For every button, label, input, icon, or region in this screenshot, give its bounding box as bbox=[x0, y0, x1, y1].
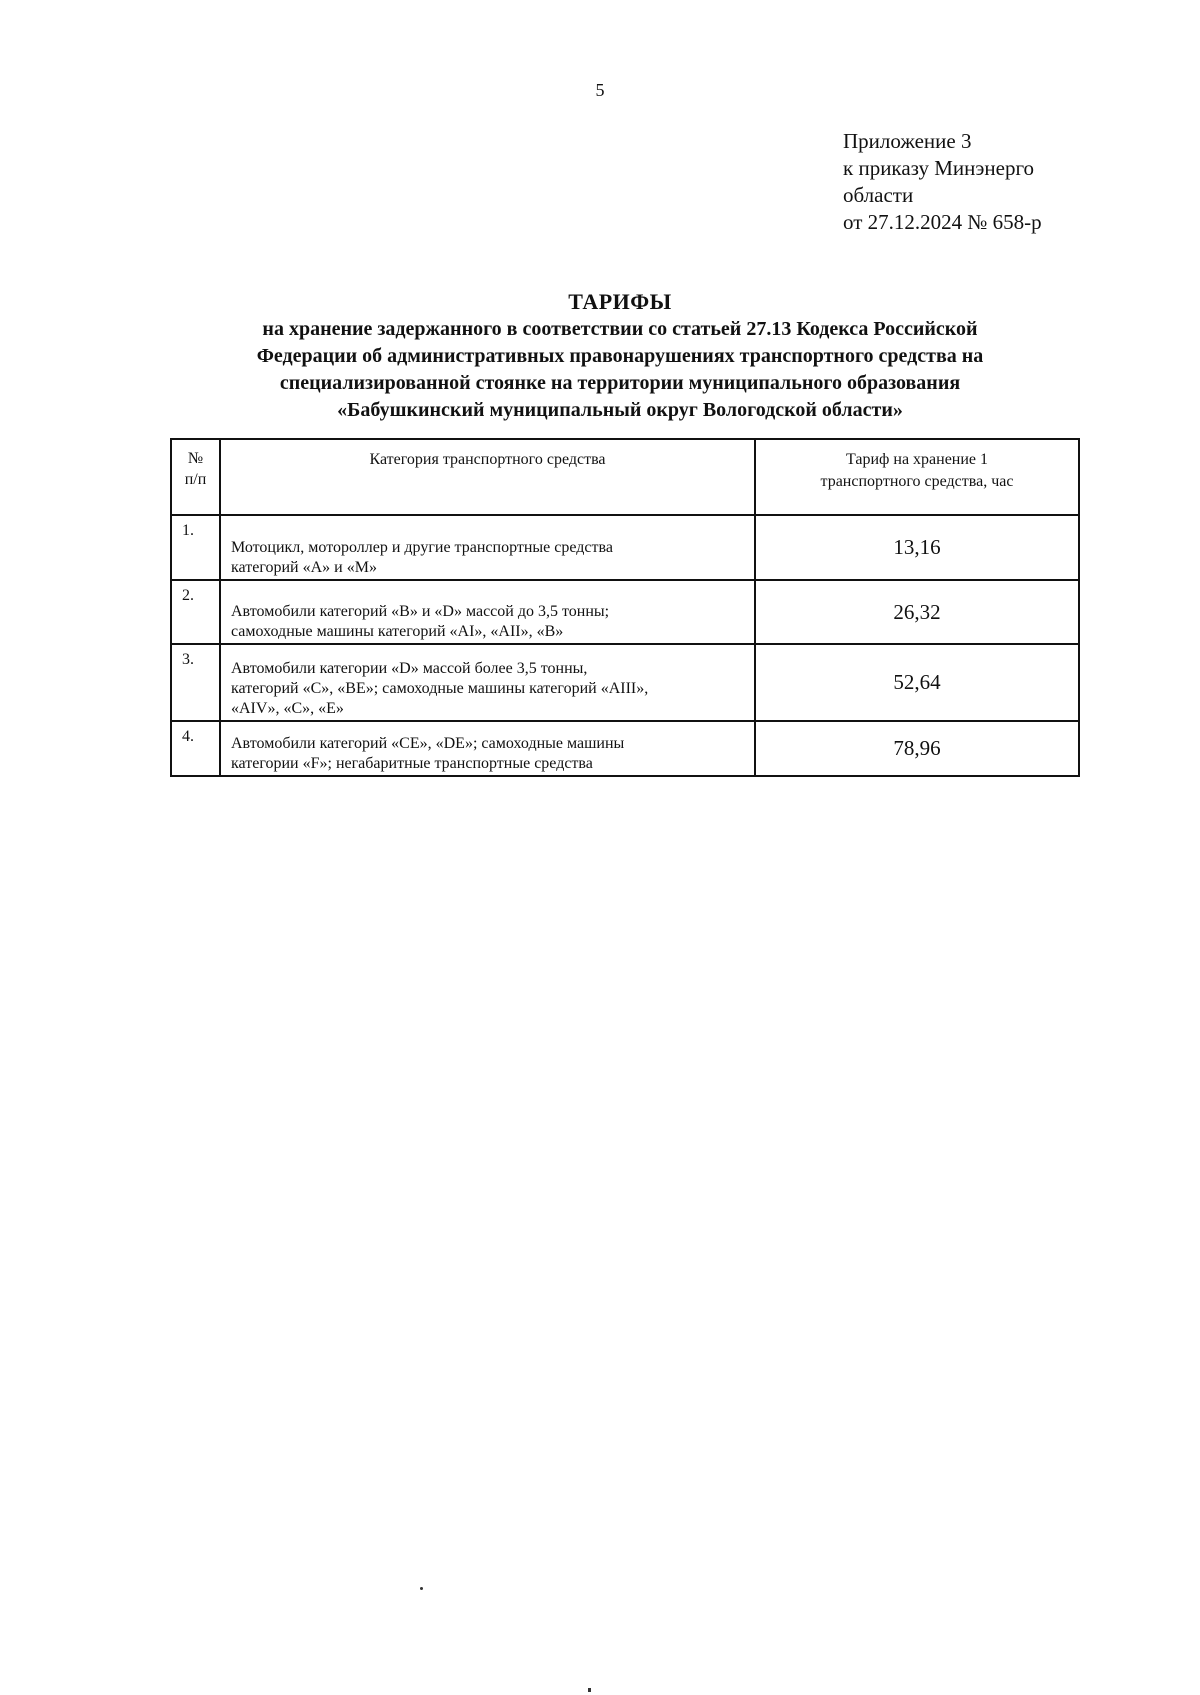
table-row bbox=[171, 644, 1079, 721]
document-title: ТАРИФЫ bbox=[568, 289, 672, 314]
document-subtitle-line: Федерации об административных правонарушениях транспортного средства на bbox=[256, 345, 984, 367]
category-line: Автомобили категории «D» массой более 3,5 тонны, bbox=[231, 660, 588, 677]
category-line: самоходные машины категорий «АI», «АII», «В» bbox=[231, 623, 564, 640]
category-line: категории «F»; негабаритные транспортные средства bbox=[231, 755, 593, 772]
row-rate: 78,96 bbox=[755, 721, 1079, 776]
header-rate-line: Тариф на хранение 1 bbox=[845, 451, 989, 468]
category-line: Автомобили категорий «СЕ», «DЕ»; самоходные машины bbox=[231, 735, 625, 752]
category-line: Автомобили категорий «В» и «D» массой до 3,5 тонны; bbox=[231, 603, 610, 620]
table-row bbox=[171, 580, 1079, 644]
category-line: категорий «С», «ВЕ»; самоходные машины категорий «АIII», bbox=[231, 680, 649, 697]
table-header-row bbox=[171, 439, 1079, 515]
header-number-line: № bbox=[187, 450, 204, 467]
row-number: 1. bbox=[171, 515, 220, 580]
row-rate: 52,64 bbox=[755, 644, 1079, 721]
header-rate bbox=[755, 439, 1079, 515]
scan-speck bbox=[420, 1587, 423, 1590]
document-subtitle-line: на хранение задержанного в соответствии со статьей 27.13 Кодекса Российской bbox=[262, 318, 978, 340]
category-line: Мотоцикл, мотороллер и другие транспортные средства bbox=[231, 539, 613, 556]
row-number: 2. bbox=[171, 580, 220, 644]
header-rate-line: транспортного средства, час bbox=[820, 473, 1014, 490]
tariffs-table bbox=[170, 438, 1080, 777]
document-heading bbox=[150, 288, 1090, 424]
appendix-line: области bbox=[843, 183, 914, 207]
row-category bbox=[220, 721, 755, 776]
header-number bbox=[171, 439, 220, 515]
header-category: Категория транспортного средства bbox=[220, 439, 755, 515]
row-rate: 13,16 bbox=[755, 515, 1079, 580]
row-category bbox=[220, 580, 755, 644]
appendix-reference bbox=[843, 128, 1042, 236]
row-category bbox=[220, 515, 755, 580]
category-line: категорий «А» и «М» bbox=[231, 559, 377, 576]
document-subtitle-line: «Бабушкинский муниципальный округ Вологодской области» bbox=[337, 399, 903, 421]
scan-speck bbox=[588, 1688, 591, 1692]
appendix-line: от 27.12.2024 № 658-р bbox=[843, 210, 1042, 234]
row-category bbox=[220, 644, 755, 721]
appendix-line: Приложение 3 bbox=[843, 129, 972, 153]
document-subtitle-line: специализированной стоянке на территории муниципального образования bbox=[279, 372, 961, 394]
row-number: 4. bbox=[171, 721, 220, 776]
appendix-line: к приказу Минэнерго bbox=[843, 156, 1035, 180]
table-row bbox=[171, 721, 1079, 776]
header-number-line: п/п bbox=[184, 471, 207, 488]
category-line: «АIV», «С», «Е» bbox=[231, 700, 344, 717]
table-row bbox=[171, 515, 1079, 580]
row-number: 3. bbox=[171, 644, 220, 721]
page-number: 5 bbox=[595, 80, 605, 100]
row-rate: 26,32 bbox=[755, 580, 1079, 644]
